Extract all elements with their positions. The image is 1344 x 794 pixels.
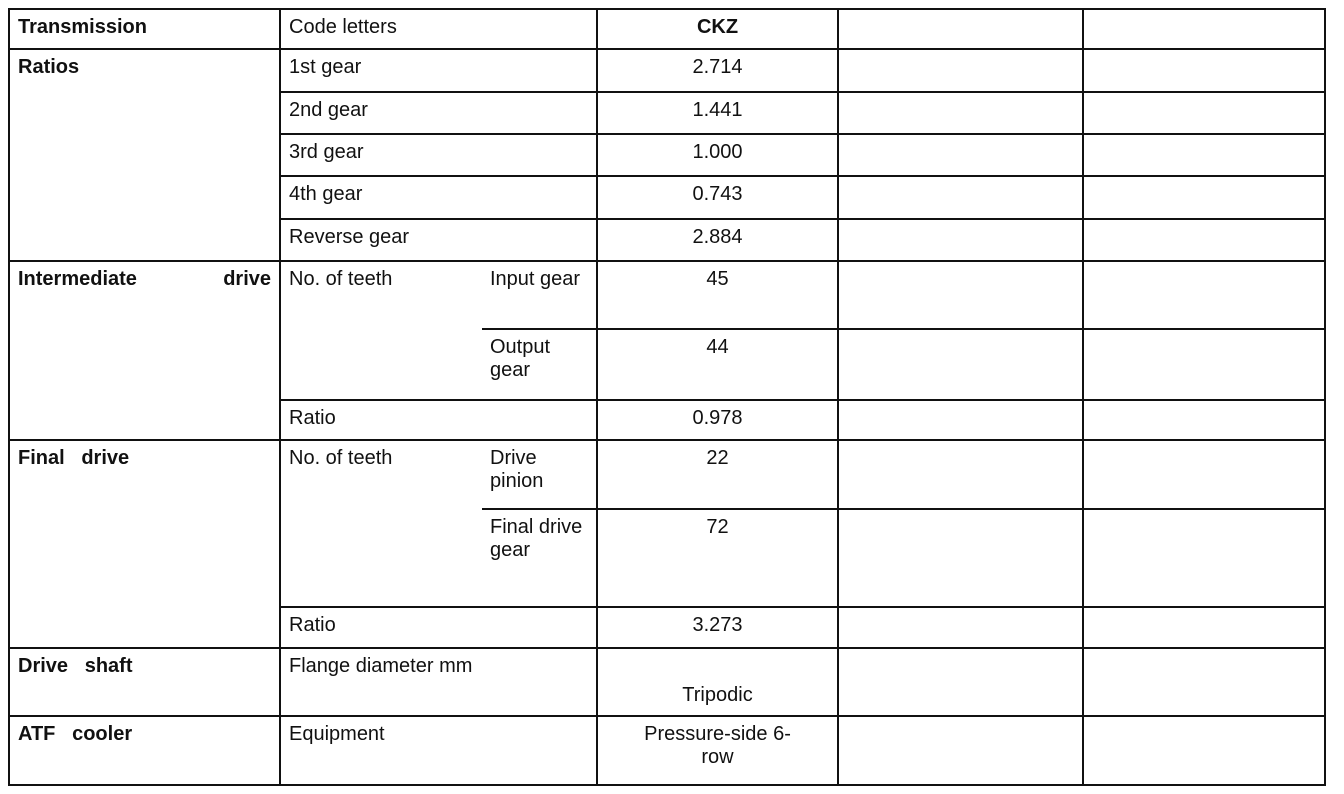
- intermediate-ratio-value: 0.978: [597, 400, 838, 440]
- intermediate-input-row: [9, 261, 1325, 330]
- code-letters-label: Code letters: [280, 9, 597, 49]
- empty-cell: [838, 176, 1083, 218]
- atf-cooler-heading: [9, 716, 280, 785]
- teeth-label: No. of teeth: [280, 261, 482, 400]
- drive-pinion-label: Drive pinion: [482, 440, 597, 509]
- output-gear-label: Output gear: [482, 329, 597, 400]
- transmission-heading: Transmission: [9, 9, 280, 49]
- gear-label: Reverse gear: [280, 219, 597, 261]
- drive-word: Drive: [18, 654, 69, 677]
- empty-cell: [1083, 716, 1325, 785]
- empty-cell: [838, 400, 1083, 440]
- empty-cell: [838, 92, 1083, 134]
- teeth-label: No. of teeth: [280, 440, 482, 607]
- empty-cell: [838, 607, 1083, 647]
- atf-word: ATF: [18, 723, 56, 746]
- atf-cooler-row: [9, 716, 1325, 785]
- final-ratio-value: 3.273: [597, 607, 838, 647]
- intermediate-drive-heading: [9, 261, 280, 440]
- empty-cell: [838, 509, 1083, 608]
- final-word: Final: [18, 447, 65, 470]
- gear-ratio-value: 2.884: [597, 219, 838, 261]
- input-gear-value: 45: [597, 261, 838, 330]
- gear-label: 4th gear: [280, 176, 597, 218]
- empty-cell: [838, 134, 1083, 176]
- specification-sheet: [8, 8, 1324, 786]
- intermediate-word: Intermediate: [18, 267, 137, 290]
- empty-cell: [1083, 509, 1325, 608]
- drive-shaft-heading: [9, 648, 280, 717]
- empty-cell: [838, 440, 1083, 509]
- ratios-heading: Ratios: [9, 49, 280, 261]
- output-gear-value: 44: [597, 329, 838, 400]
- atf-cooler-value: [597, 716, 838, 785]
- drive-word: drive: [223, 267, 271, 290]
- flange-diameter-value: Tripodic: [597, 648, 838, 717]
- ratio-label: Ratio: [280, 607, 597, 647]
- empty-cell: [1083, 134, 1325, 176]
- gear-ratio-value: 1.000: [597, 134, 838, 176]
- gear-ratio-value: 2.714: [597, 49, 838, 91]
- flange-diameter-text: Flange diameter mm: [289, 654, 473, 677]
- gear-label: 2nd gear: [280, 92, 597, 134]
- empty-cell: [838, 716, 1083, 785]
- empty-cell: [1083, 176, 1325, 218]
- final-drive-gear-value: 72: [597, 509, 838, 608]
- gear-label: 3rd gear: [280, 134, 597, 176]
- flange-diameter-label: [280, 648, 597, 717]
- code-letters-value: CKZ: [597, 9, 838, 49]
- empty-cell: [838, 329, 1083, 400]
- atf-cooler-value-text: Pressure-side 6-row: [644, 723, 791, 769]
- empty-cell: [1083, 648, 1325, 717]
- empty-cell: [838, 49, 1083, 91]
- empty-cell: [1083, 219, 1325, 261]
- empty-cell: [1083, 261, 1325, 330]
- final-pinion-row: [9, 440, 1325, 509]
- empty-cell: [1083, 92, 1325, 134]
- empty-cell: [838, 648, 1083, 717]
- input-gear-label: Input gear: [482, 261, 597, 330]
- gear-ratio-value: 0.743: [597, 176, 838, 218]
- empty-cell: [838, 9, 1083, 49]
- cooler-word: cooler: [72, 723, 133, 746]
- final-drive-heading: [9, 440, 280, 648]
- ratio-label: Ratio: [280, 400, 597, 440]
- gear-label: 1st gear: [280, 49, 597, 91]
- drive-shaft-row: [9, 648, 1325, 717]
- empty-cell: [838, 219, 1083, 261]
- empty-cell: [1083, 49, 1325, 91]
- drive-pinion-value: 22: [597, 440, 838, 509]
- shaft-word: shaft: [84, 654, 133, 677]
- empty-cell: [1083, 607, 1325, 647]
- final-drive-gear-label: Final drive gear: [482, 509, 597, 608]
- empty-cell: [1083, 400, 1325, 440]
- header-row: [9, 9, 1325, 49]
- transmission-spec-table: [8, 8, 1326, 786]
- ratio-row-1st: [9, 49, 1325, 91]
- gear-ratio-value: 1.441: [597, 92, 838, 134]
- empty-cell: [1083, 9, 1325, 49]
- empty-cell: [838, 261, 1083, 330]
- equipment-label: Equipment: [280, 716, 597, 785]
- empty-cell: [1083, 329, 1325, 400]
- empty-cell: [1083, 440, 1325, 509]
- drive-word: drive: [81, 447, 130, 470]
